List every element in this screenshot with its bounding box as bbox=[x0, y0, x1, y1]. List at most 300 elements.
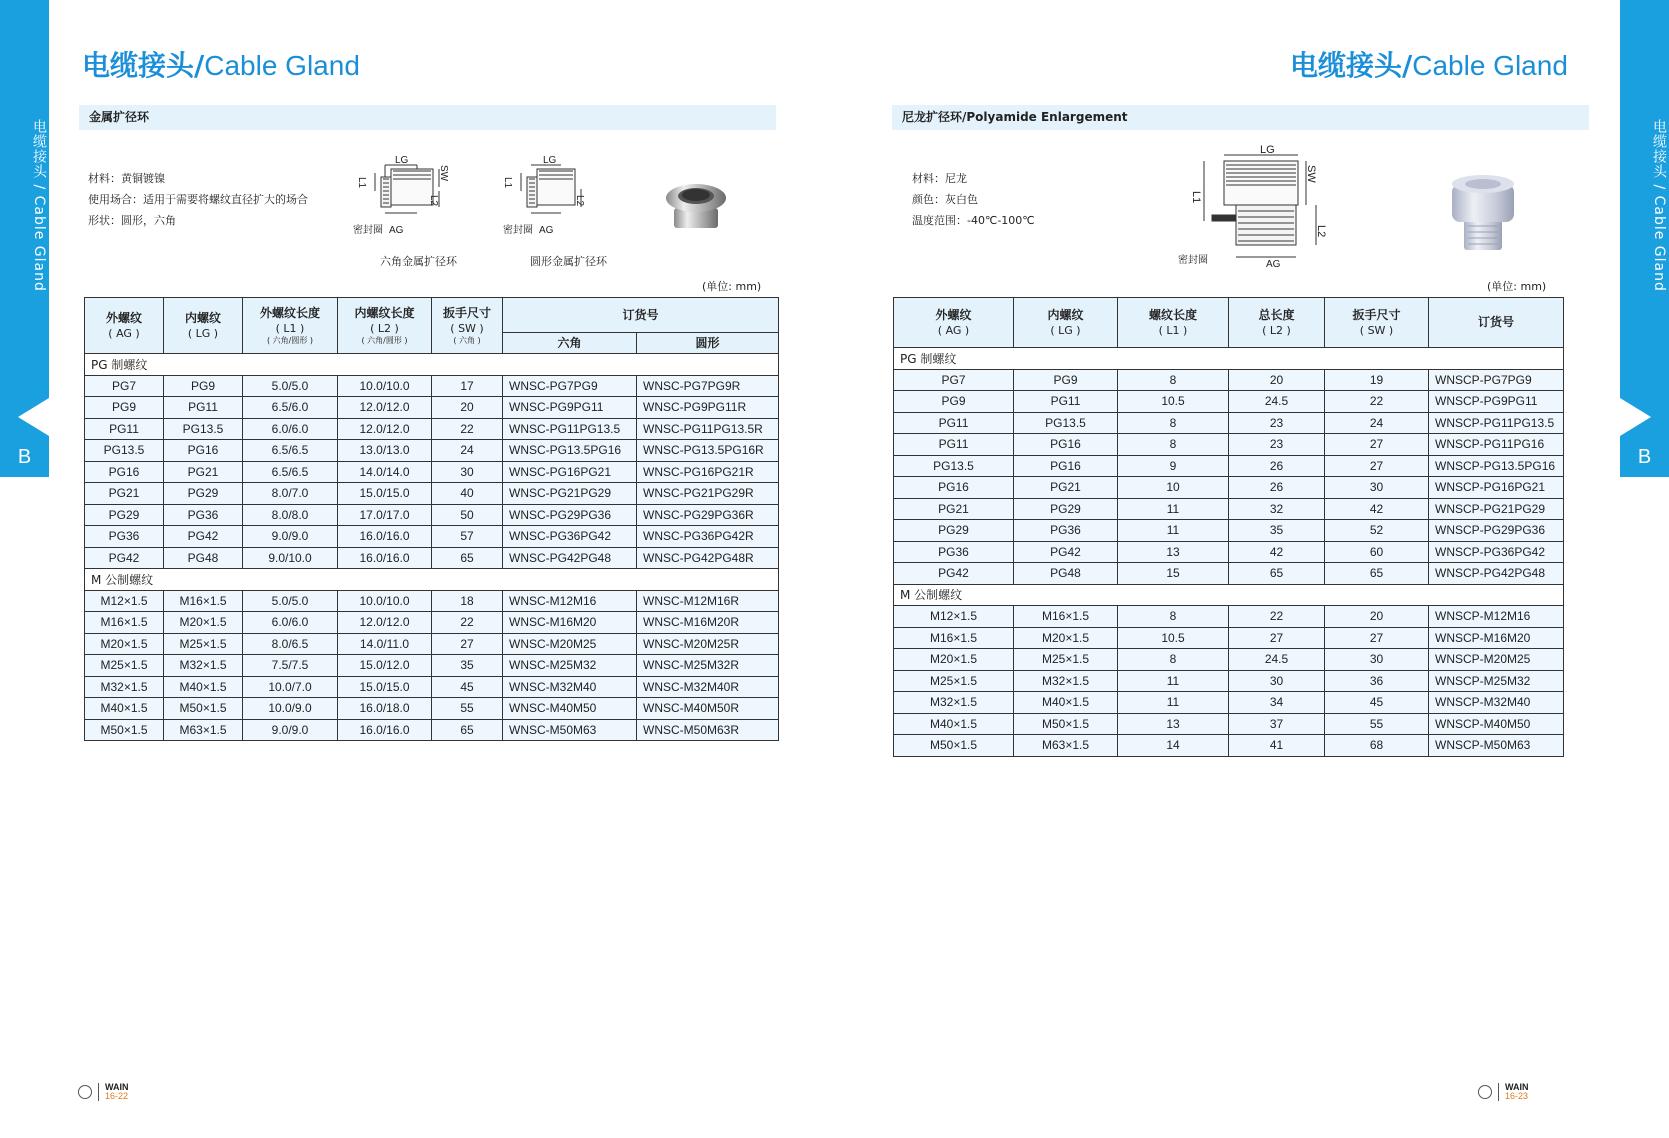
table-row bbox=[85, 526, 779, 548]
table-cell: WNSCP-M16M20 bbox=[1429, 627, 1564, 649]
table-row bbox=[85, 397, 779, 419]
table-cell: PG13.5 bbox=[894, 455, 1014, 477]
table-cell: 24.5 bbox=[1229, 649, 1325, 671]
table-cell: PG21 bbox=[164, 461, 243, 483]
table-cell: WNSC-PG42PG48R bbox=[637, 547, 779, 569]
table-cell: WNSC-PG9PG11R bbox=[637, 397, 779, 419]
table-cell: PG36 bbox=[85, 526, 164, 548]
table-cell: PG29 bbox=[1014, 498, 1118, 520]
left-header-hex: 六角 bbox=[503, 333, 637, 354]
hex-l1-label: L1 bbox=[356, 177, 367, 189]
round-lg-label: LG bbox=[543, 155, 557, 166]
table-cell: WNSC-M50M63 bbox=[503, 719, 637, 741]
table-cell: PG36 bbox=[1014, 520, 1118, 542]
table-cell: PG21 bbox=[894, 498, 1014, 520]
right-header-sw: 扳手尺寸 ( SW ) bbox=[1325, 298, 1429, 348]
table-cell: WNSC-M40M50 bbox=[503, 698, 637, 720]
right-header-lg: 内螺纹 ( LG ) bbox=[1014, 298, 1118, 348]
table-row bbox=[85, 590, 779, 612]
table-cell: 12.0/12.0 bbox=[338, 397, 432, 419]
table-cell: WNSC-M20M25 bbox=[503, 633, 637, 655]
table-cell: WNSC-PG16PG21R bbox=[637, 461, 779, 483]
hex-reducer-drawing bbox=[355, 155, 485, 245]
right-specs bbox=[912, 168, 1035, 231]
metal-reducer-photo bbox=[662, 178, 732, 238]
table-cell: WNSC-M12M16 bbox=[503, 590, 637, 612]
round-reducer-drawing bbox=[502, 155, 615, 245]
table-cell: M50×1.5 bbox=[1014, 713, 1118, 735]
table-row bbox=[894, 520, 1564, 542]
table-row bbox=[85, 375, 779, 397]
table-cell: WNSC-PG21PG29 bbox=[503, 483, 637, 505]
table-cell: WNSCP-M32M40 bbox=[1429, 692, 1564, 714]
table-cell: 15.0/12.0 bbox=[338, 655, 432, 677]
table-cell: M16×1.5 bbox=[894, 627, 1014, 649]
table-cell: WNSCP-M20M25 bbox=[1429, 649, 1564, 671]
table-row bbox=[894, 606, 1564, 628]
table-cell: WNSC-PG21PG29R bbox=[637, 483, 779, 505]
left-header-l2: 内螺纹长度 ( L2 ) ( 六角/圆形 ) bbox=[338, 298, 432, 354]
table-cell: 14.0/11.0 bbox=[338, 633, 432, 655]
table-cell: PG21 bbox=[85, 483, 164, 505]
table-cell: 16.0/18.0 bbox=[338, 698, 432, 720]
poly-l1-label: L1 bbox=[1190, 191, 1202, 204]
table-cell: M32×1.5 bbox=[894, 692, 1014, 714]
table-cell: 30 bbox=[1325, 477, 1429, 499]
table-cell: 30 bbox=[1325, 649, 1429, 671]
left-side-text: 电缆接头 / Cable Gland bbox=[31, 118, 47, 292]
hex-reducer-caption: 六角金属扩径环 bbox=[380, 255, 457, 268]
table-cell: 65 bbox=[432, 719, 503, 741]
table-cell: 14 bbox=[1118, 735, 1229, 757]
right-footer bbox=[1478, 1083, 1529, 1101]
poly-l2-label: L2 bbox=[1315, 225, 1327, 238]
table-cell: 26 bbox=[1229, 455, 1325, 477]
left-unit-note: (单位: mm) bbox=[702, 280, 762, 293]
table-row bbox=[894, 670, 1564, 692]
table-cell: 6.5/6.5 bbox=[243, 440, 338, 462]
table-row bbox=[85, 440, 779, 462]
table-cell: 17.0/17.0 bbox=[338, 504, 432, 526]
left-spec-usage: 使用场合：适用于需要将螺纹直径扩大的场合 bbox=[88, 193, 308, 206]
table-row bbox=[85, 483, 779, 505]
right-header-order: 订货号 bbox=[1429, 298, 1564, 348]
table-cell: M40×1.5 bbox=[894, 713, 1014, 735]
table-cell: 8 bbox=[1118, 649, 1229, 671]
table-cell: M12×1.5 bbox=[894, 606, 1014, 628]
table-cell: 9 bbox=[1118, 455, 1229, 477]
table-cell: 27 bbox=[1325, 434, 1429, 456]
table-cell: M16×1.5 bbox=[1014, 606, 1118, 628]
table-cell: WNSCP-PG11PG16 bbox=[1429, 434, 1564, 456]
table-cell: 13.0/13.0 bbox=[338, 440, 432, 462]
table-cell: 15.0/15.0 bbox=[338, 676, 432, 698]
right-footer-page: 16-23 bbox=[1505, 1091, 1529, 1101]
polyamide-reducer-drawing bbox=[1180, 145, 1370, 270]
table-row bbox=[85, 655, 779, 677]
table-cell: PG11 bbox=[894, 434, 1014, 456]
table-cell: WNSC-M32M40R bbox=[637, 676, 779, 698]
section-row bbox=[894, 584, 1564, 606]
table-cell: PG16 bbox=[164, 440, 243, 462]
table-cell: WNSC-PG7PG9 bbox=[503, 375, 637, 397]
table-cell: 10.0/7.0 bbox=[243, 676, 338, 698]
table-cell: 45 bbox=[1325, 692, 1429, 714]
table-cell: 65 bbox=[432, 547, 503, 569]
left-side-letter: B bbox=[17, 446, 32, 468]
table-row bbox=[894, 391, 1564, 413]
polyamide-reducer-photo bbox=[1448, 172, 1518, 256]
table-cell: WNSC-M20M25R bbox=[637, 633, 779, 655]
table-cell: 10.0/10.0 bbox=[338, 590, 432, 612]
table-cell: 19 bbox=[1325, 369, 1429, 391]
table-cell: 55 bbox=[1325, 713, 1429, 735]
right-side-letter: B bbox=[1637, 446, 1652, 468]
table-cell: WNSC-M32M40 bbox=[503, 676, 637, 698]
table-cell: M32×1.5 bbox=[1014, 670, 1118, 692]
hex-l2-label: L2 bbox=[428, 195, 439, 207]
table-cell: 36 bbox=[1325, 670, 1429, 692]
table-cell: PG42 bbox=[1014, 541, 1118, 563]
table-cell: 26 bbox=[1229, 477, 1325, 499]
left-specs bbox=[88, 168, 308, 231]
table-cell: WNSCP-M50M63 bbox=[1429, 735, 1564, 757]
right-spec-material: 材料：尼龙 bbox=[912, 172, 967, 185]
table-row bbox=[894, 477, 1564, 499]
table-cell: M40×1.5 bbox=[164, 676, 243, 698]
table-cell: PG29 bbox=[164, 483, 243, 505]
table-row bbox=[85, 418, 779, 440]
table-cell: 8.0/7.0 bbox=[243, 483, 338, 505]
table-cell: PG42 bbox=[164, 526, 243, 548]
table-cell: PG11 bbox=[85, 418, 164, 440]
table-cell: 8 bbox=[1118, 434, 1229, 456]
table-cell: PG16 bbox=[85, 461, 164, 483]
table-cell: WNSC-M25M32 bbox=[503, 655, 637, 677]
table-cell: 13 bbox=[1118, 541, 1229, 563]
poly-lg-label: LG bbox=[1260, 144, 1275, 156]
table-cell: WNSCP-PG29PG36 bbox=[1429, 520, 1564, 542]
right-page-title: 电缆接头/Cable Gland bbox=[1290, 49, 1568, 82]
table-cell: PG21 bbox=[1014, 477, 1118, 499]
table-cell: PG16 bbox=[894, 477, 1014, 499]
table-cell: 8 bbox=[1118, 606, 1229, 628]
table-cell: 27 bbox=[1229, 627, 1325, 649]
table-cell: PG16 bbox=[1014, 434, 1118, 456]
table-cell: 30 bbox=[1229, 670, 1325, 692]
table-cell: 65 bbox=[1229, 563, 1325, 585]
table-cell: 11 bbox=[1118, 498, 1229, 520]
table-row bbox=[85, 633, 779, 655]
left-footer-brand: WAIN bbox=[105, 1082, 129, 1092]
table-cell: WNSC-PG9PG11 bbox=[503, 397, 637, 419]
polyamide-reducer-table bbox=[893, 297, 1564, 757]
right-side-text: 电缆接头 / Cable Gland bbox=[1651, 118, 1667, 292]
table-cell: 41 bbox=[1229, 735, 1325, 757]
table-cell: M63×1.5 bbox=[1014, 735, 1118, 757]
table-row bbox=[85, 698, 779, 720]
table-cell: PG11 bbox=[164, 397, 243, 419]
table-cell: 24 bbox=[432, 440, 503, 462]
table-cell: 24.5 bbox=[1229, 391, 1325, 413]
table-cell: 8 bbox=[1118, 412, 1229, 434]
table-cell: M12×1.5 bbox=[85, 590, 164, 612]
table-cell: 5.0/5.0 bbox=[243, 375, 338, 397]
table-cell: 20 bbox=[432, 397, 503, 419]
table-cell: 10.5 bbox=[1118, 627, 1229, 649]
table-row bbox=[894, 735, 1564, 757]
table-cell: 65 bbox=[1325, 563, 1429, 585]
table-cell: 8 bbox=[1118, 369, 1229, 391]
table-cell: WNSC-M16M20 bbox=[503, 612, 637, 634]
table-cell: 16.0/16.0 bbox=[338, 526, 432, 548]
table-cell: PG29 bbox=[85, 504, 164, 526]
table-cell: 5.0/5.0 bbox=[243, 590, 338, 612]
table-cell: 30 bbox=[432, 461, 503, 483]
table-cell: M32×1.5 bbox=[85, 676, 164, 698]
table-cell: WNSCP-PG9PG11 bbox=[1429, 391, 1564, 413]
table-row bbox=[894, 627, 1564, 649]
section-row bbox=[85, 569, 779, 591]
table-cell: 42 bbox=[1325, 498, 1429, 520]
table-cell: 13 bbox=[1118, 713, 1229, 735]
table-cell: WNSC-M50M63R bbox=[637, 719, 779, 741]
table-cell: WNSCP-PG42PG48 bbox=[1429, 563, 1564, 585]
table-cell: PG42 bbox=[85, 547, 164, 569]
table-cell: 10.5 bbox=[1118, 391, 1229, 413]
table-cell: WNSC-PG29PG36R bbox=[637, 504, 779, 526]
poly-ag-label: AG bbox=[1266, 259, 1281, 270]
metal-reducer-table bbox=[84, 297, 779, 741]
hex-seal-label: 密封圈 bbox=[353, 225, 383, 236]
hex-sw-label: SW bbox=[438, 165, 449, 182]
table-cell: 10.0/9.0 bbox=[243, 698, 338, 720]
table-cell: PG13.5 bbox=[85, 440, 164, 462]
table-cell: 10.0/10.0 bbox=[338, 375, 432, 397]
right-footer-divider bbox=[1498, 1083, 1499, 1101]
table-cell: 22 bbox=[1325, 391, 1429, 413]
table-row bbox=[894, 498, 1564, 520]
table-row bbox=[894, 692, 1564, 714]
poly-seal-label: 密封圈 bbox=[1178, 255, 1208, 266]
table-cell: WNSCP-PG16PG21 bbox=[1429, 477, 1564, 499]
poly-sw-label: SW bbox=[1305, 165, 1317, 183]
table-cell: M40×1.5 bbox=[1014, 692, 1118, 714]
table-cell: WNSC-PG42PG48 bbox=[503, 547, 637, 569]
round-l1-label: L1 bbox=[502, 177, 513, 189]
table-cell: M20×1.5 bbox=[1014, 627, 1118, 649]
table-cell: 42 bbox=[1229, 541, 1325, 563]
table-cell: 12.0/12.0 bbox=[338, 418, 432, 440]
right-unit-note: (单位: mm) bbox=[1487, 280, 1547, 293]
left-spec-shape: 形状：圆形，六角 bbox=[88, 214, 176, 227]
table-cell: PG11 bbox=[894, 412, 1014, 434]
right-footer-circle-icon bbox=[1478, 1085, 1492, 1099]
table-cell: 22 bbox=[1229, 606, 1325, 628]
table-cell: 35 bbox=[1229, 520, 1325, 542]
table-row bbox=[894, 369, 1564, 391]
table-cell: 16.0/16.0 bbox=[338, 547, 432, 569]
table-cell: 55 bbox=[432, 698, 503, 720]
table-cell: 24 bbox=[1325, 412, 1429, 434]
table-cell: M16×1.5 bbox=[85, 612, 164, 634]
table-cell: PG16 bbox=[1014, 455, 1118, 477]
table-cell: 57 bbox=[432, 526, 503, 548]
section-label: PG 制螺纹 bbox=[894, 348, 1564, 370]
table-cell: PG9 bbox=[1014, 369, 1118, 391]
table-cell: WNSC-PG36PG42R bbox=[637, 526, 779, 548]
table-cell: M25×1.5 bbox=[1014, 649, 1118, 671]
table-cell: M25×1.5 bbox=[85, 655, 164, 677]
table-cell: WNSCP-PG36PG42 bbox=[1429, 541, 1564, 563]
table-cell: 14.0/14.0 bbox=[338, 461, 432, 483]
table-cell: 9.0/9.0 bbox=[243, 719, 338, 741]
table-cell: 11 bbox=[1118, 520, 1229, 542]
table-cell: M25×1.5 bbox=[164, 633, 243, 655]
left-spec-material: 材料：黄铜镀镍 bbox=[88, 172, 165, 185]
table-cell: M32×1.5 bbox=[164, 655, 243, 677]
table-cell: WNSCP-M12M16 bbox=[1429, 606, 1564, 628]
table-cell: M25×1.5 bbox=[894, 670, 1014, 692]
table-cell: 15 bbox=[1118, 563, 1229, 585]
left-footer-page: 16-22 bbox=[105, 1091, 129, 1101]
table-cell: 50 bbox=[432, 504, 503, 526]
table-row bbox=[894, 434, 1564, 456]
table-cell: 17 bbox=[432, 375, 503, 397]
table-cell: PG36 bbox=[164, 504, 243, 526]
table-cell: WNSC-M40M50R bbox=[637, 698, 779, 720]
table-cell: WNSC-PG7PG9R bbox=[637, 375, 779, 397]
round-reducer-caption: 圆形金属扩径环 bbox=[530, 255, 607, 268]
table-cell: 20 bbox=[1229, 369, 1325, 391]
table-cell: PG9 bbox=[894, 391, 1014, 413]
table-cell: WNSC-PG13.5PG16R bbox=[637, 440, 779, 462]
table-cell: 52 bbox=[1325, 520, 1429, 542]
table-cell: 68 bbox=[1325, 735, 1429, 757]
table-cell: 23 bbox=[1229, 434, 1325, 456]
table-cell: PG7 bbox=[894, 369, 1014, 391]
table-cell: 8.0/8.0 bbox=[243, 504, 338, 526]
hex-ag-label: AG bbox=[389, 225, 404, 236]
right-header-ag: 外螺纹 ( AG ) bbox=[894, 298, 1014, 348]
table-cell: 60 bbox=[1325, 541, 1429, 563]
table-cell: 27 bbox=[1325, 455, 1429, 477]
table-cell: 20 bbox=[1325, 606, 1429, 628]
table-cell: WNSCP-M40M50 bbox=[1429, 713, 1564, 735]
table-row bbox=[85, 676, 779, 698]
section-label: PG 制螺纹 bbox=[85, 354, 779, 376]
table-cell: M20×1.5 bbox=[85, 633, 164, 655]
table-row bbox=[894, 713, 1564, 735]
round-ag-label: AG bbox=[539, 225, 554, 236]
table-cell: PG11 bbox=[1014, 391, 1118, 413]
left-header-order: 订货号 bbox=[503, 298, 779, 333]
table-cell: 16.0/16.0 bbox=[338, 719, 432, 741]
table-row bbox=[894, 541, 1564, 563]
table-row bbox=[894, 563, 1564, 585]
table-cell: M50×1.5 bbox=[894, 735, 1014, 757]
table-cell: PG9 bbox=[85, 397, 164, 419]
table-cell: 8.0/6.5 bbox=[243, 633, 338, 655]
table-cell: WNSCP-PG21PG29 bbox=[1429, 498, 1564, 520]
right-header-l2: 总长度 ( L2 ) bbox=[1229, 298, 1325, 348]
left-footer-divider bbox=[98, 1083, 99, 1101]
table-cell: PG36 bbox=[894, 541, 1014, 563]
left-header-ag: 外螺纹 ( AG ) bbox=[85, 298, 164, 354]
table-row bbox=[85, 461, 779, 483]
table-cell: PG9 bbox=[164, 375, 243, 397]
table-cell: PG7 bbox=[85, 375, 164, 397]
table-cell: PG13.5 bbox=[164, 418, 243, 440]
table-cell: WNSC-PG16PG21 bbox=[503, 461, 637, 483]
table-cell: 23 bbox=[1229, 412, 1325, 434]
table-cell: WNSC-PG36PG42 bbox=[503, 526, 637, 548]
table-cell: 34 bbox=[1229, 692, 1325, 714]
table-cell: 6.0/6.0 bbox=[243, 418, 338, 440]
table-cell: WNSCP-PG7PG9 bbox=[1429, 369, 1564, 391]
table-cell: 7.5/7.5 bbox=[243, 655, 338, 677]
left-footer bbox=[78, 1083, 129, 1101]
table-cell: 10 bbox=[1118, 477, 1229, 499]
round-l2-label: L2 bbox=[574, 195, 585, 207]
table-cell: 6.5/6.5 bbox=[243, 461, 338, 483]
table-cell: WNSC-PG13.5PG16 bbox=[503, 440, 637, 462]
table-row bbox=[85, 612, 779, 634]
section-row bbox=[85, 354, 779, 376]
table-cell: M50×1.5 bbox=[85, 719, 164, 741]
table-cell: 11 bbox=[1118, 692, 1229, 714]
table-row bbox=[85, 719, 779, 741]
table-cell: M63×1.5 bbox=[164, 719, 243, 741]
table-cell: WNSCP-M25M32 bbox=[1429, 670, 1564, 692]
table-cell: 9.0/9.0 bbox=[243, 526, 338, 548]
table-cell: 11 bbox=[1118, 670, 1229, 692]
table-cell: 18 bbox=[432, 590, 503, 612]
table-cell: 6.0/6.0 bbox=[243, 612, 338, 634]
left-header-l1: 外螺纹长度 ( L1 ) ( 六角/圆形 ) bbox=[243, 298, 338, 354]
left-footer-circle-icon bbox=[78, 1085, 92, 1099]
section-label: M 公制螺纹 bbox=[85, 569, 779, 591]
right-footer-brand: WAIN bbox=[1505, 1082, 1529, 1092]
table-row bbox=[894, 649, 1564, 671]
table-cell: 12.0/12.0 bbox=[338, 612, 432, 634]
left-header-round: 圆形 bbox=[637, 333, 779, 354]
table-cell: 27 bbox=[1325, 627, 1429, 649]
table-cell: M50×1.5 bbox=[164, 698, 243, 720]
table-row bbox=[85, 547, 779, 569]
table-row bbox=[894, 412, 1564, 434]
table-cell: M20×1.5 bbox=[894, 649, 1014, 671]
section-label: M 公制螺纹 bbox=[894, 584, 1564, 606]
table-cell: 22 bbox=[432, 612, 503, 634]
table-cell: WNSCP-PG13.5PG16 bbox=[1429, 455, 1564, 477]
table-cell: 27 bbox=[432, 633, 503, 655]
table-cell: M16×1.5 bbox=[164, 590, 243, 612]
table-cell: WNSC-M12M16R bbox=[637, 590, 779, 612]
right-section-title: 尼龙扩径环/Polyamide Enlargement bbox=[892, 105, 1589, 130]
right-spec-temperature: 温度范围：-40℃-100℃ bbox=[912, 214, 1035, 227]
table-cell: 35 bbox=[432, 655, 503, 677]
left-header-sw: 扳手尺寸 ( SW ) ( 六角 ) bbox=[432, 298, 503, 354]
left-header-lg: 内螺纹 ( LG ) bbox=[164, 298, 243, 354]
section-row bbox=[894, 348, 1564, 370]
table-cell: 22 bbox=[432, 418, 503, 440]
table-cell: M40×1.5 bbox=[85, 698, 164, 720]
table-cell: 6.5/6.0 bbox=[243, 397, 338, 419]
table-cell: 9.0/10.0 bbox=[243, 547, 338, 569]
right-spec-color: 颜色：灰白色 bbox=[912, 193, 978, 206]
table-cell: WNSC-PG11PG13.5 bbox=[503, 418, 637, 440]
